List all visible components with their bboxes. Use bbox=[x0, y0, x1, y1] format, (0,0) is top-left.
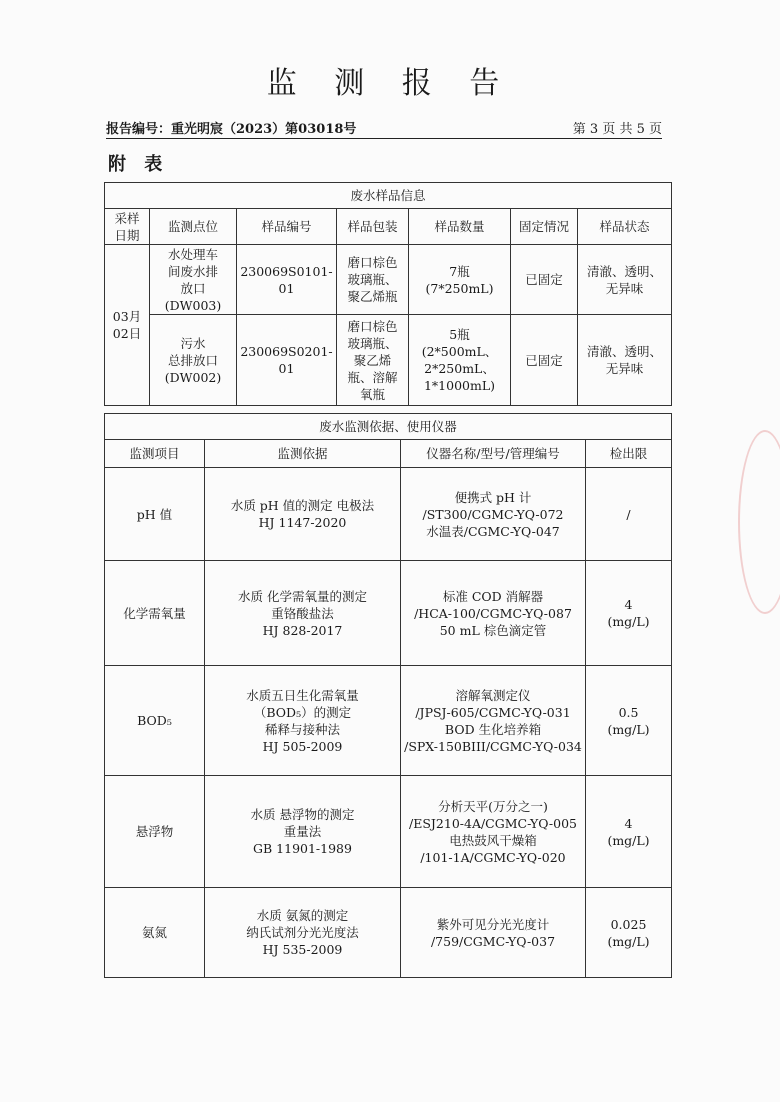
appendix-label: 附 表 bbox=[108, 154, 169, 175]
fixation: 已固定 bbox=[511, 245, 578, 315]
report-title: 监 测 报 告 bbox=[266, 66, 514, 101]
fixation: 已固定 bbox=[511, 315, 578, 406]
table-row bbox=[105, 245, 672, 315]
sample-id: 230069S0101- 01 bbox=[237, 245, 337, 315]
method-table bbox=[104, 413, 672, 978]
col-header: 采样 日期 bbox=[105, 209, 150, 245]
table-row bbox=[105, 666, 672, 776]
col-header: 监测依据 bbox=[205, 440, 401, 468]
table-row bbox=[105, 888, 672, 978]
sample-status: 清澈、透明、 无异味 bbox=[578, 315, 672, 406]
packaging: 磨口棕色 玻璃瓶、 聚乙烯 瓶、溶解 氧瓶 bbox=[337, 315, 409, 406]
col-header: 样品包装 bbox=[337, 209, 409, 245]
instrument: 紫外可见分光光度计 /759/CGMC-YQ-037 bbox=[401, 888, 586, 978]
instrument: 便携式 pH 计 /ST300/CGMC-YQ-072 水温表/CGMC-YQ-047 bbox=[401, 468, 586, 561]
monitoring-item: pH 值 bbox=[105, 468, 205, 561]
table-row bbox=[105, 776, 672, 888]
sample-status: 清澈、透明、 无异味 bbox=[578, 245, 672, 315]
detection-limit: / bbox=[586, 468, 672, 561]
sample-header-row bbox=[105, 209, 672, 245]
detection-limit: 4 (mg/L) bbox=[586, 561, 672, 666]
col-header: 固定情况 bbox=[511, 209, 578, 245]
sample-date: 03月 02日 bbox=[105, 245, 150, 406]
quantity: 5瓶 (2*500mL、 2*250mL、 1*1000mL) bbox=[409, 315, 511, 406]
method-section-title: 废水监测依据、使用仪器 bbox=[105, 414, 672, 440]
instrument: 溶解氧测定仪 /JPSJ-605/CGMC-YQ-031 BOD 生化培养箱 /SPX-150BIII/CGMC-YQ-034 bbox=[401, 666, 586, 776]
table-row bbox=[105, 468, 672, 561]
detection-limit: 4 (mg/L) bbox=[586, 776, 672, 888]
detection-limit: 0.025 (mg/L) bbox=[586, 888, 672, 978]
monitoring-basis: 水质 悬浮物的测定 重量法 GB 11901-1989 bbox=[205, 776, 401, 888]
sample-id: 230069S0201- 01 bbox=[237, 315, 337, 406]
monitoring-basis: 水质 化学需氧量的测定 重铬酸盐法 HJ 828-2017 bbox=[205, 561, 401, 666]
report-header bbox=[106, 116, 662, 139]
packaging: 磨口棕色 玻璃瓶、 聚乙烯瓶 bbox=[337, 245, 409, 315]
table-row bbox=[105, 315, 672, 406]
col-header: 仪器名称/型号/管理编号 bbox=[401, 440, 586, 468]
instrument: 标准 COD 消解器 /HCA-100/CGMC-YQ-087 50 mL 棕色滴定管 bbox=[401, 561, 586, 666]
page-info: 第 3 页 共 5 页 bbox=[572, 122, 662, 137]
monitoring-basis: 水质 氨氮的测定 纳氏试剂分光光度法 HJ 535-2009 bbox=[205, 888, 401, 978]
monitoring-point: 污水 总排放口 (DW002) bbox=[150, 315, 237, 406]
instrument: 分析天平(万分之一) /ESJ210-4A/CGMC-YQ-005 电热鼓风干燥箱 /101-1A/CGMC-YQ-020 bbox=[401, 776, 586, 888]
report-number: 报告编号：重光明宸（2023）第03018号 bbox=[106, 122, 357, 137]
sample-section-title: 废水样品信息 bbox=[105, 183, 672, 209]
seal-stamp bbox=[738, 430, 780, 614]
col-header: 样品数量 bbox=[409, 209, 511, 245]
col-header: 监测点位 bbox=[150, 209, 237, 245]
col-header: 样品编号 bbox=[237, 209, 337, 245]
table-row bbox=[105, 561, 672, 666]
method-header-row bbox=[105, 440, 672, 468]
col-header: 样品状态 bbox=[578, 209, 672, 245]
monitoring-item: 悬浮物 bbox=[105, 776, 205, 888]
monitoring-item: 氨氮 bbox=[105, 888, 205, 978]
monitoring-basis: 水质五日生化需氧量 （BOD₅）的测定 稀释与接种法 HJ 505-2009 bbox=[205, 666, 401, 776]
col-header: 监测项目 bbox=[105, 440, 205, 468]
detection-limit: 0.5 (mg/L) bbox=[586, 666, 672, 776]
monitoring-point: 水处理车 间废水排 放口 (DW003) bbox=[150, 245, 237, 315]
monitoring-item: 化学需氧量 bbox=[105, 561, 205, 666]
quantity: 7瓶 (7*250mL) bbox=[409, 245, 511, 315]
monitoring-basis: 水质 pH 值的测定 电极法 HJ 1147-2020 bbox=[205, 468, 401, 561]
monitoring-item: BOD₅ bbox=[105, 666, 205, 776]
sample-info-table bbox=[104, 182, 672, 406]
col-header: 检出限 bbox=[586, 440, 672, 468]
